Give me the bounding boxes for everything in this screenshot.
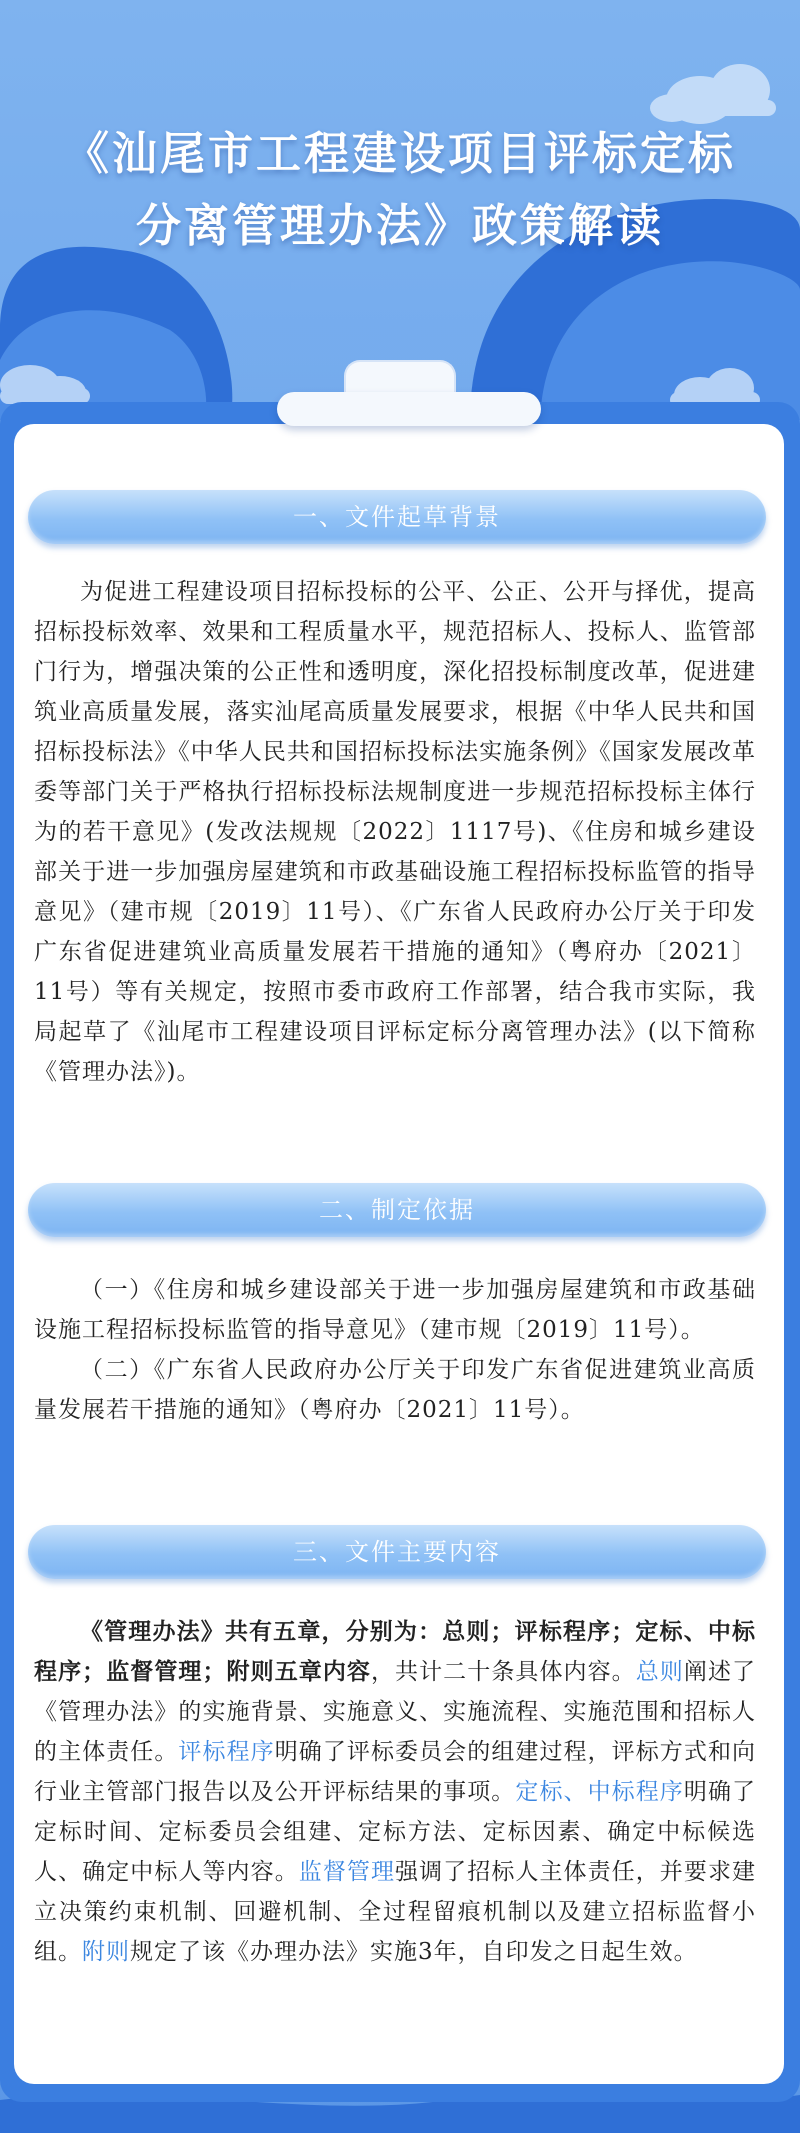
page-title-line-1: 《汕尾市工程建设项目评标定标 [63, 127, 736, 180]
highlight-supervision: 监督管理 [298, 1859, 396, 1885]
section-header-main-content: 三、文件主要内容 [28, 1525, 766, 1579]
general-provisions-text: 阐述了《管理办法》的实施背景、实施意义、实施流程、实施范围和招标人的主体责任。 [34, 1659, 757, 1765]
page-title [0, 118, 800, 262]
supervision-text: 强调了招标人主体责任，并要求建立决策约束机制、回避机制、全过程留痕机制以及建立招标监督小组。 [34, 1859, 757, 1965]
section-main-content-body [34, 1612, 756, 1972]
section-basis-body [34, 1270, 756, 1430]
highlight-supplementary-provisions: 附则 [82, 1939, 130, 1965]
background-paragraph: 为促进工程建设项目招标投标的公平、公正、公开与择优，提高招标投标效率、效果和工程质量水平，规范招标人、投标人、监管部门行为，增强决策的公正性和透明度，深化招投标制度改革，促进建筑业高质量发展，落实汕尾高质量发展要求，根据《中华人民共和国招标投标法》《中华人民共和国招标投标法实施条例》《国家发展改革委等部门关于严格执行招标投标法规制度进一步规范招标投标主体行为的若干意见》(发改法规规〔2022〕1117号)、《住房和城乡建设部关于进一步加强房屋建筑和市政基础设施工程招标投标监管的指导意见》（建市规〔2019〕11号）、《广东省人民政府办公厅关于印发广东省促进建筑业高质量发展若干措施的通知》（粤府办〔2021〕11号）等有关规定，按照市委市政府工作部署，结合我市实际，我局起草了《汕尾市工程建设项目评标定标分离管理办法》(以下简称《管理办法》)。 [34, 579, 756, 1085]
basis-item-2: （二）《广东省人民政府办公厅关于印发广东省促进建筑业高质量发展若干措施的通知》（粤府办〔2021〕11号）。 [34, 1357, 756, 1423]
cloud-top-right [650, 64, 776, 124]
section-background-body [34, 572, 756, 1092]
basis-item-1: （一）《住房和城乡建设部关于进一步加强房屋建筑和市政基础设施工程招标投标监管的指导意见》（建市规〔2019〕11号）。 [34, 1277, 756, 1343]
highlight-evaluation-procedure: 评标程序 [178, 1739, 275, 1765]
page-title-line-2: 分离管理办法》政策解读 [135, 199, 664, 252]
highlight-general-provisions: 总则 [635, 1659, 684, 1685]
main-content-count: ，共计二十条具体内容。 [370, 1659, 636, 1685]
section-header-background: 一、文件起草背景 [28, 490, 766, 544]
award-procedure-text: 明确了定标时间、定标委员会组建、定标方法、定标因素、确定中标候选人、确定中标人等内容。 [34, 1779, 757, 1885]
evaluation-procedure-text: 明确了评标委员会的组建过程，评标方式和向行业主管部门报告以及公开评标结果的事项。 [34, 1739, 757, 1805]
highlight-award-procedure: 定标、中标程序 [515, 1779, 684, 1805]
clipboard-clip-bar [277, 392, 541, 426]
main-content-paragraph [34, 1612, 756, 1972]
supplementary-provisions-text: 规定了该《办理办法》实施3年，自印发之日起生效。 [130, 1939, 698, 1965]
main-content-bold-intro: 《管理办法》共有五章，分别为：总则；评标程序；定标、中标程序；监督管理；附则五章内容 [34, 1618, 756, 1685]
section-header-basis: 二、制定依据 [28, 1183, 766, 1237]
